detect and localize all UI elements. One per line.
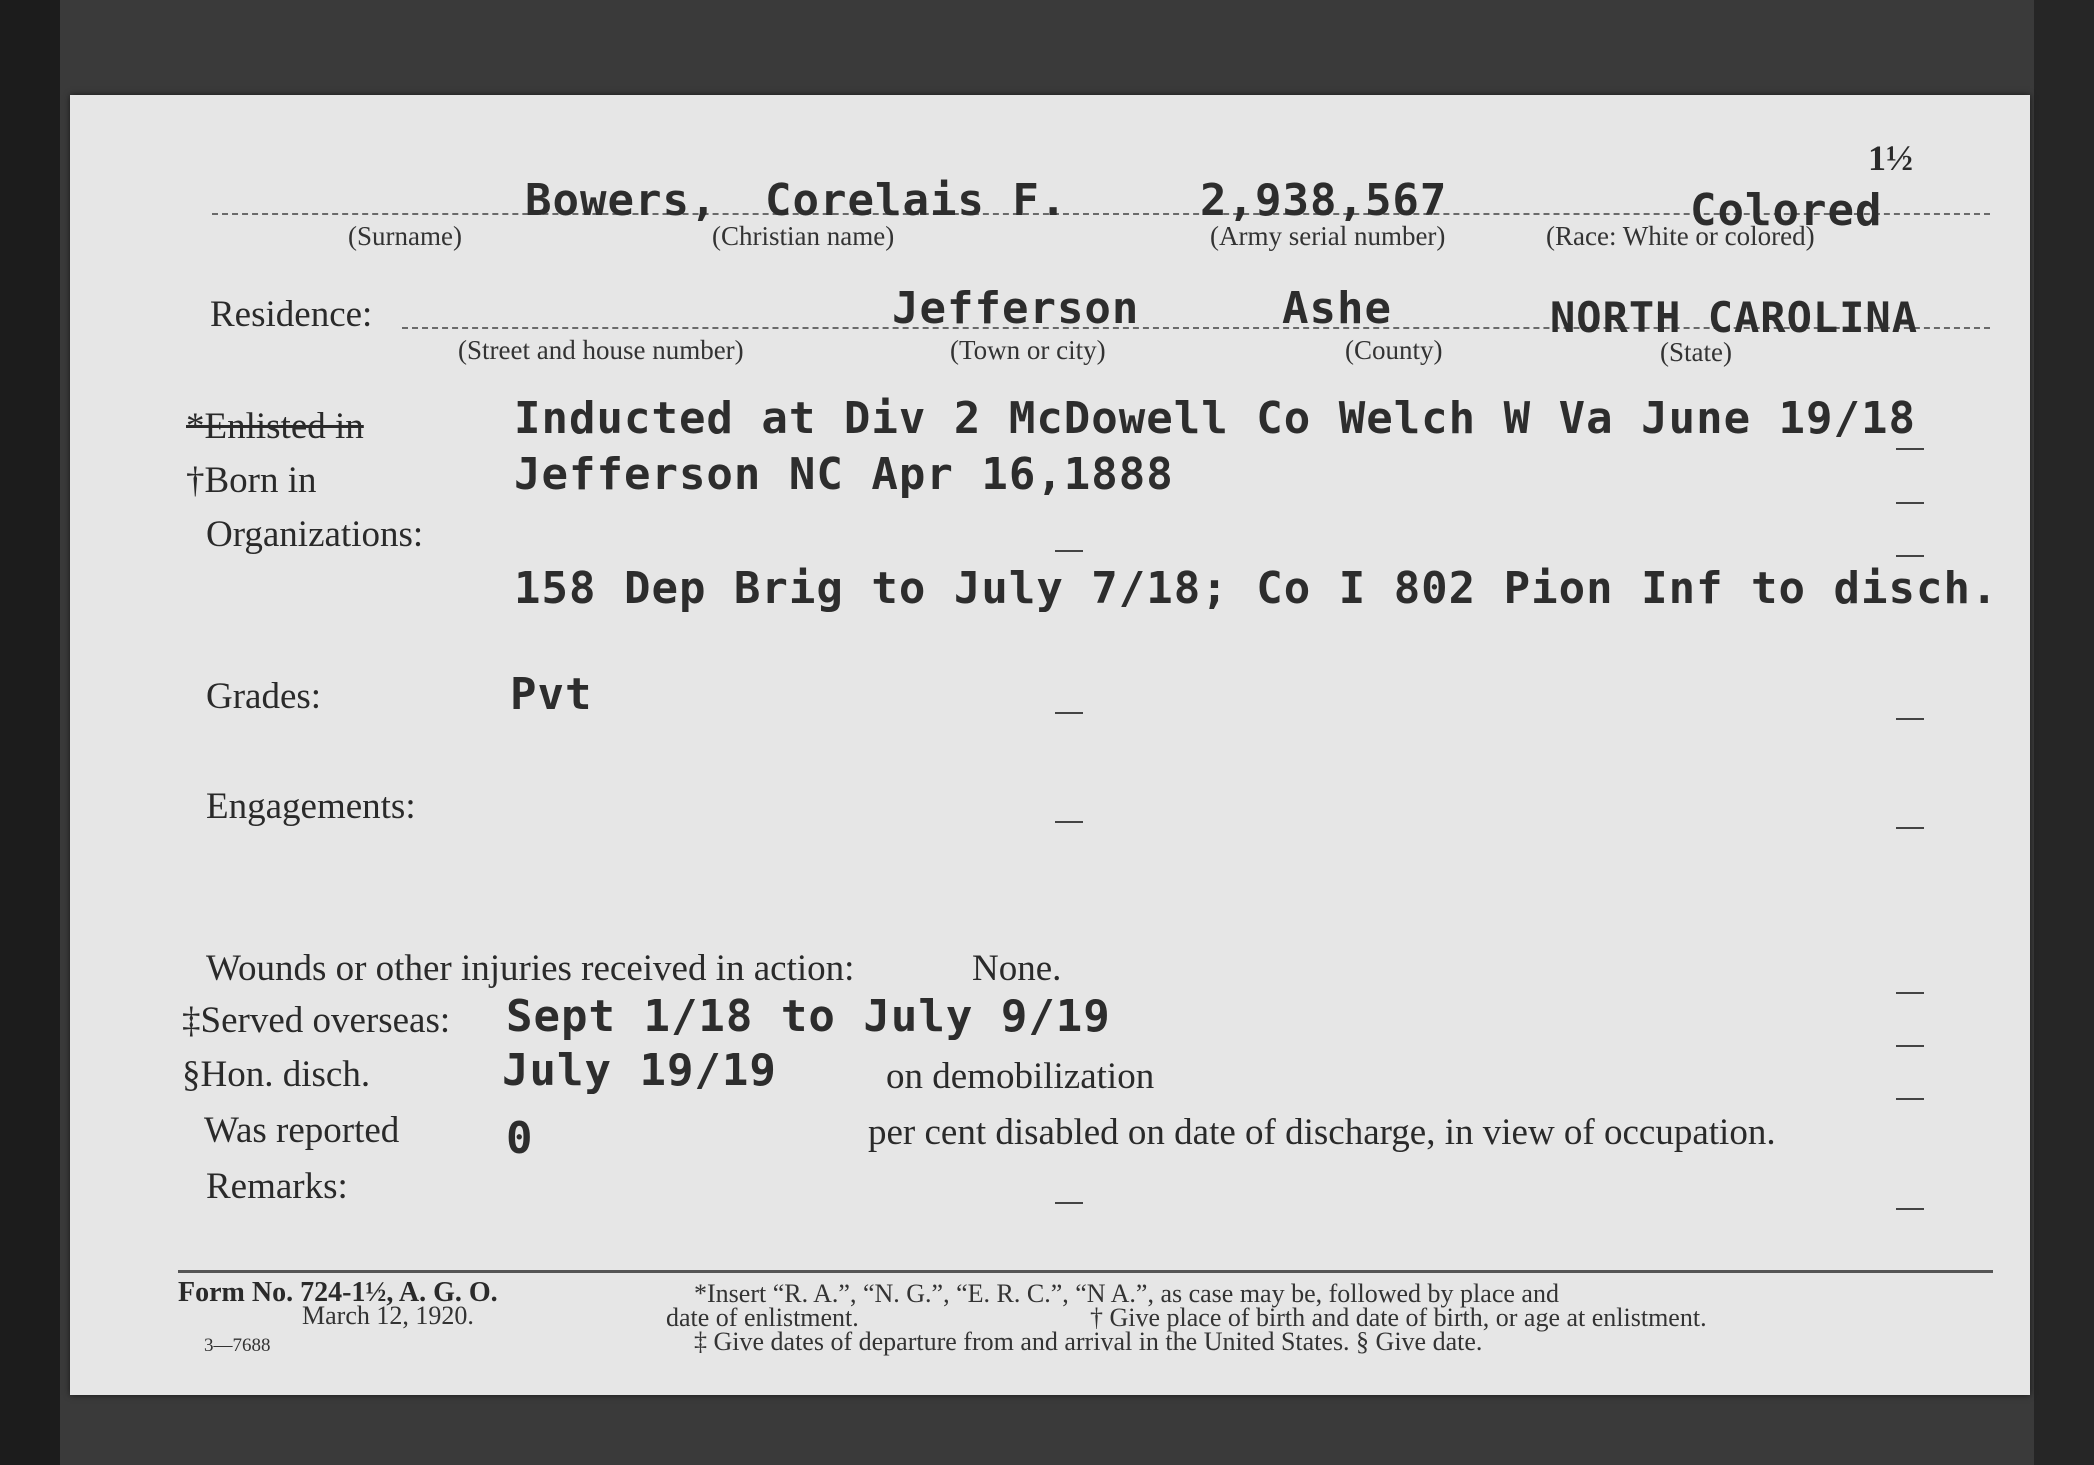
percent-disabled-value: 0 <box>506 1113 534 1164</box>
remarks-label: Remarks: <box>206 1166 348 1207</box>
residence-county-value: Ashe <box>1282 283 1392 334</box>
served-overseas-label: ‡Served overseas: <box>182 1000 451 1041</box>
footnote-birth: † Give place of birth and date of birth, or age at enlistment. <box>1090 1303 1707 1332</box>
dash-mark <box>1055 821 1083 823</box>
street-label: (Street and house number) <box>458 335 744 365</box>
state-label: (State) <box>1660 337 1732 367</box>
dash-mark <box>1055 550 1083 552</box>
dash-mark <box>1896 448 1924 450</box>
footnote-insert: *Insert “R. A.”, “N. G.”, “E. R. C.”, “N A.”, as case may be, followed by place and <box>694 1279 1559 1308</box>
dash-mark <box>1055 712 1083 714</box>
footnote-enlistment: date of enlistment. <box>666 1303 859 1332</box>
hon-disch-value: July 19/19 <box>502 1045 777 1096</box>
dash-mark <box>1896 718 1924 720</box>
grades-value: Pvt <box>510 669 593 720</box>
grades-label: Grades: <box>206 676 322 717</box>
served-overseas-value: Sept 1/18 to July 9/19 <box>506 991 1111 1042</box>
dash-mark <box>1896 827 1924 829</box>
county-label: (County) <box>1345 335 1443 365</box>
dash-mark <box>1896 992 1924 994</box>
organizations-value: 158 Dep Brig to July 7/18; Co I 802 Pion Inf to disch. <box>514 563 1999 614</box>
scan-border-left <box>0 0 60 1465</box>
surname-value: Bowers, <box>525 175 718 226</box>
race-label: (Race: White or colored) <box>1546 221 1815 251</box>
print-code: 3—7688 <box>204 1335 271 1356</box>
demobilization-text: on demobilization <box>886 1056 1155 1097</box>
race-value: Colored <box>1690 185 1883 236</box>
dash-mark <box>1896 502 1924 504</box>
enlisted-value: Inducted at Div 2 McDowell Co Welch W Va June 19/18 <box>514 393 1917 444</box>
born-label: †Born in <box>186 460 317 501</box>
card-number: 1½ <box>1868 138 1913 178</box>
dash-mark <box>1896 1208 1924 1210</box>
service-record-card <box>70 95 2030 1395</box>
born-value: Jefferson NC Apr 16,1888 <box>514 449 1174 500</box>
engagements-label: Engagements: <box>206 786 416 827</box>
hon-disch-label: §Hon. disch. <box>182 1054 371 1095</box>
residence-state-value: NORTH CAROLINA <box>1550 293 1919 342</box>
footer-rule <box>178 1270 1993 1273</box>
scan-border-right <box>2034 0 2094 1465</box>
enlisted-label: *Enlisted in <box>186 406 364 447</box>
organizations-label: Organizations: <box>206 514 424 555</box>
dash-mark <box>1896 1098 1924 1100</box>
residence-label: Residence: <box>210 294 373 335</box>
dash-mark <box>1896 1045 1924 1047</box>
surname-label: (Surname) <box>348 221 462 251</box>
wounds-label: Wounds or other injuries received in action: <box>206 948 855 989</box>
residence-town-value: Jefferson <box>892 283 1140 334</box>
dash-mark <box>1055 1202 1083 1204</box>
serial-number-label: (Army serial number) <box>1210 221 1446 251</box>
disabled-text: per cent disabled on date of discharge, in view of occupation. <box>868 1112 1776 1153</box>
town-label: (Town or city) <box>950 335 1106 365</box>
wounds-value: None. <box>972 948 1062 989</box>
form-number: Form No. 724-1½, A. G. O. <box>178 1277 498 1308</box>
christian-name-label: (Christian name) <box>712 221 895 251</box>
form-date: March 12, 1920. <box>302 1301 474 1330</box>
christian-name-value: Corelais F. <box>765 175 1068 226</box>
dash-mark <box>1896 555 1924 557</box>
footnote-overseas: ‡ Give dates of departure from and arrival in the United States. § Give date. <box>694 1327 1483 1356</box>
was-reported-label: Was reported <box>204 1110 400 1151</box>
serial-number-value: 2,938,567 <box>1200 175 1448 226</box>
